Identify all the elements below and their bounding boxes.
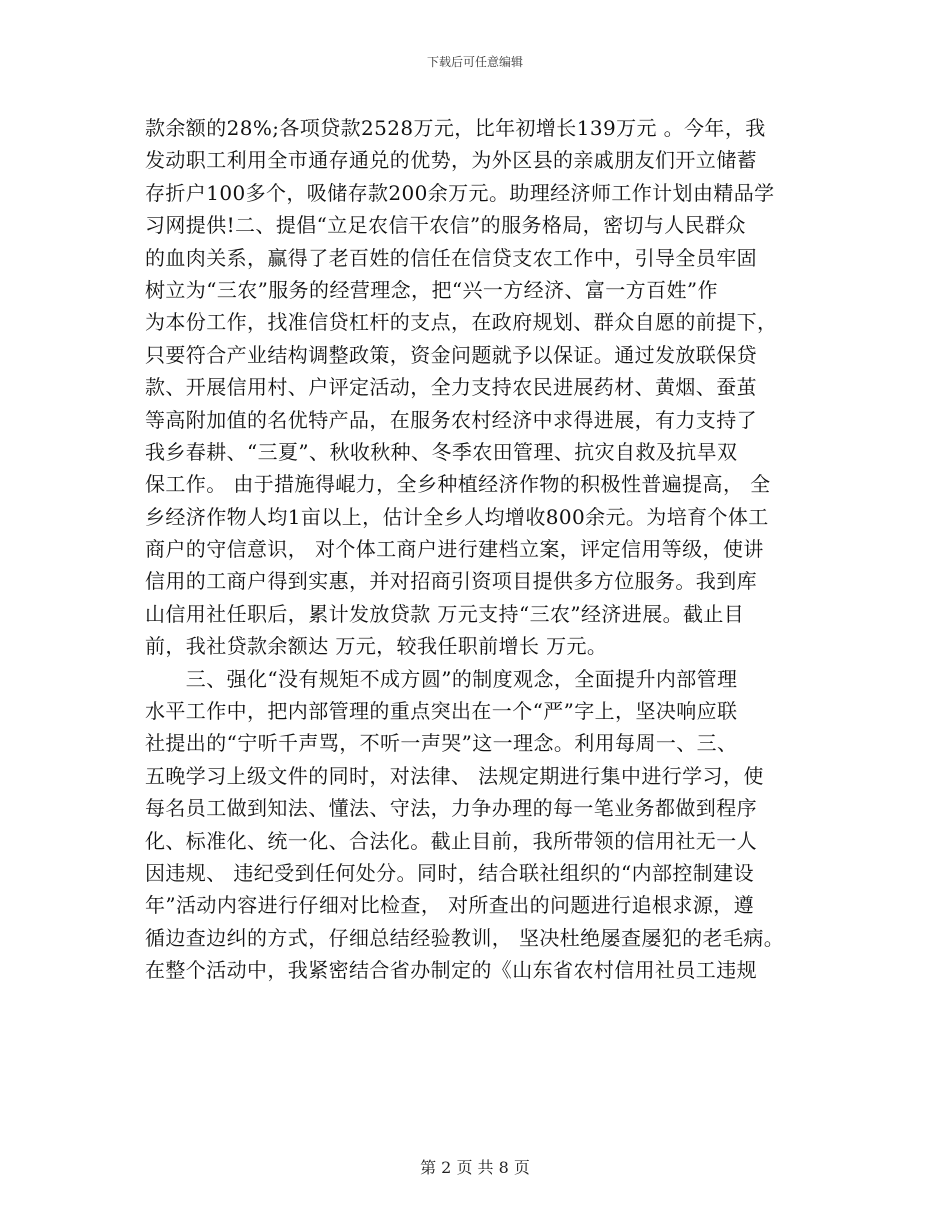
body-line: 社提出的“宁听千声骂，不听一声哭”这一理念。利用每周一、三、: [145, 731, 738, 756]
body-line: 只要符合产业结构调整政策，资金问题就予以保证。通过发放联保贷: [145, 342, 757, 367]
body-line: 发动职工利用全市通存通兑的优势，为外区县的亲戚朋友们开立储蓄: [145, 148, 757, 173]
body-line: 三、强化“没有规矩不成方圆”的制度观念，全面提升内部管理: [145, 666, 738, 691]
body-line: 在整个活动中，我紧密结合省办制定的《山东省农村信用社员工违规: [145, 958, 757, 983]
body-line: 款余额的28%;各项贷款2528万元，比年初增长139万元 。今年，我: [145, 116, 766, 140]
body-line: 我乡春耕、“三夏”、秋收秋种、冬季农田管理、抗灾自救及抗旱双: [145, 439, 738, 464]
body-line: 循边查边纠的方式，仔细总结经验教训， 坚决杜绝屡查屡犯的老毛病。: [145, 925, 785, 950]
body-line: 为本份工作，找准信贷杠杆的支点，在政府规划、群众自愿的前提下，: [145, 310, 778, 335]
body-line: 等高附加值的名优特产品，在服务农村经济中求得进展，有力支持了: [145, 407, 757, 432]
page-header-note: 下载后可任意编辑: [426, 55, 523, 69]
body-line: 水平工作中，把内部管理的重点突出在一个“严”字上，坚决响应联: [145, 699, 738, 724]
body-line: 化、标准化、统一化、合法化。截止目前，我所带领的信用社无一人: [145, 828, 757, 853]
body-line: 五晚学习上级文件的同时，对法律、 法规定期进行集中进行学习，使: [145, 763, 764, 788]
body-line: 乡经济作物人均1亩以上，估计全乡人均增收800余元。为培育个体工: [145, 504, 769, 529]
body-line: 山信用社任职后，累计发放贷款 万元支持“三农”经济进展。截止目: [145, 601, 745, 626]
body-line: 因违规、 违纪受到任何处分。同时，结合联社组织的“内部控制建设: [145, 860, 754, 885]
body-line: 款、开展信用村、户评定活动，全力支持农民进展药材、黄烟、蚕茧: [145, 375, 757, 400]
body-line: 存折户100多个，吸储存款200余万元。助理经济师工作计划由精品学: [145, 180, 775, 205]
body-line: 树立为“三农”服务的经营理念，把“兴一方经济、富一方百姓”作: [145, 277, 718, 302]
body-line: 习网提供!二、提倡“立足农信干农信”的服务格局，密切与人民群众: [145, 213, 746, 238]
body-line: 年”活动内容进行仔细对比检查， 对所查出的问题进行追根求源，遵: [145, 893, 754, 918]
document-body: [145, 112, 805, 987]
body-line: 保工作。 由于措施得崐力，全乡种植经济作物的积极性普遍提高， 全: [145, 472, 771, 497]
body-line: 商户的守信意识， 对个体工商户进行建档立案，评定信用等级，使讲: [145, 537, 764, 562]
body-line: 的血肉关系，赢得了老百姓的信任在信贷支农工作中，引导全员牢固: [145, 245, 757, 270]
body-line: 信用的工商户得到实惠，并对招商引资项目提供多方位服务。我到库: [145, 569, 757, 594]
body-line: 每名员工做到知法、懂法、守法，力争办理的每一笔业务都做到程序: [145, 796, 757, 821]
page-number: 第 2 页 共 8 页: [420, 1158, 530, 1177]
body-line: 前，我社贷款余额达 万元，较我任职前增长 万元。: [145, 634, 608, 659]
